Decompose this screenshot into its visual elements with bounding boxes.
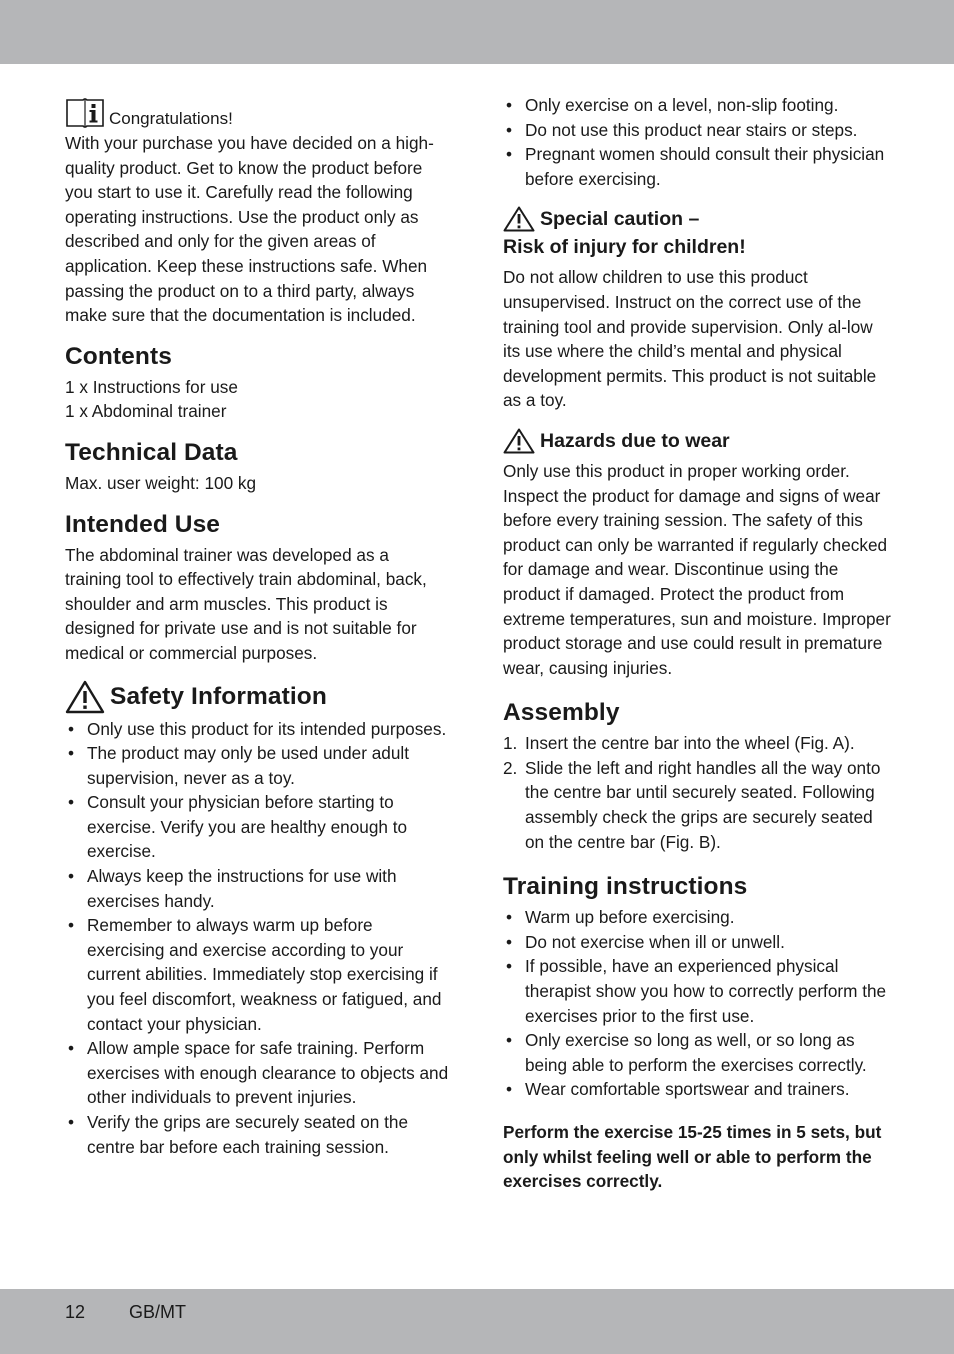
step-number: 1. [503,733,518,754]
assembly-steps [503,731,893,854]
right-column [503,93,893,1194]
hazards-text: Only use this product in proper working order. Inspect the product for damage and signs of wear before every training session. The safety of this product can only be warranted if regularly checked for damage and wear. Discontinue using the product if damaged. Protect the product from extreme temperatures, sun and moisture. Improper product storage and use could result in premature wear, causing injuries. [503,460,891,678]
list-item: • Only use this product for its intended purposes. [65,717,450,742]
list-item: • Verify the grips are securely seated on the centre bar before each training session. [65,1110,450,1159]
special-caution-text: Do not allow children to use this product unsupervised. Instruct on the correct use of the training tool and provide supervision. Only al-low its use where the child’s mental and physical development permits. This product is not suitable as a toy. [503,267,877,411]
assembly-step [503,731,893,756]
left-column [65,96,450,1159]
intro-text: With your purchase you have decided on a high-quality product. Get to know the product before you start to use it. Carefully read the following operating instructions. Use the product only as described and only for the given areas of application. Keep these instructions safe. When passing the product on to a third party, always make sure that the documentation is included. [65,133,434,326]
list-item: • Only exercise on a level, non-slip footing. [503,93,893,118]
warning-triangle-icon [503,206,535,232]
training-instructions-heading: Training instructions [503,873,748,901]
list-item: • Do not exercise when ill or unwell. [503,930,893,955]
list-item: • Pregnant women should consult their physician before exercising. [503,142,893,191]
safety-list [65,717,450,1160]
congratulations-label: Congratulations! [109,109,233,128]
warning-triangle-icon [503,428,535,454]
intended-use-heading: Intended Use [65,510,221,538]
step-text: Insert the centre bar into the wheel (Fig. A). [525,733,855,754]
list-item: • Warm up before exercising. [503,905,893,930]
list-item: • If possible, have an experienced physical therapist show you how to correctly perform the exercises prior to the first use. [503,954,893,1028]
special-caution-heading [503,205,893,261]
intended-use-text: The abdominal trainer was developed as a training tool to effectively train abdominal, back, shoulder and arm muscles. This product is designed for private use and is not suitable for medical or commercial purposes. [65,544,427,663]
list-item: • Remember to always warm up before exercising and exercise according to your current abilities. Immediately stop exercising if you feel discomfort, weakness or fatigued, and contact your physician. [65,913,450,1036]
assembly-heading: Assembly [503,699,620,727]
safety-information-heading [65,680,450,714]
header-band [0,0,954,64]
safety-information-title: Safety Information [110,682,327,710]
hazards-title: Hazards due to wear [540,429,730,452]
technical-data-heading: Technical Data [65,438,238,466]
info-book-icon [65,96,105,129]
step-number: 2. [503,757,518,778]
step-text: Slide the left and right handles all the way onto the centre bar until securely seated. Following assembly check the grips are securely seated on the centre bar (Fig. B). [525,757,881,852]
list-item: • Consult your physician before starting to exercise. Verify you are healthy enough to exercise. [65,790,450,864]
contents-line: 1 x Instructions for use [65,376,238,397]
list-item: • Always keep the instructions for use with exercises handy. [65,864,450,913]
list-item: • Only exercise so long as well, or so long as being able to perform the exercises correctly. [503,1028,893,1077]
special-caution-subtitle: Risk of injury for children! [503,236,746,259]
language-code: GB/MT [129,1302,186,1322]
intro-header [65,96,450,129]
list-item: • Wear comfortable sportswear and trainers. [503,1077,893,1102]
contents-line: 1 x Abdominal trainer [65,401,227,422]
training-list [503,905,893,1102]
special-caution-title: Special caution – [540,208,700,231]
page-number: 12 [65,1302,86,1322]
list-item: • Allow ample space for safe training. Perform exercises with enough clearance to objects and other individuals to prevent injuries. [65,1036,450,1110]
safety-list-continued [503,93,893,191]
warning-triangle-icon [65,680,105,714]
technical-data-text: Max. user weight: 100 kg [65,472,257,493]
list-item: • Do not use this product near stairs or steps. [503,118,893,143]
hazards-heading [503,427,893,455]
assembly-step [503,756,893,854]
training-note: Perform the exercise 15-25 times in 5 sets, but only whilst feeling well or able to perform the exercises correctly. [503,1122,882,1192]
list-item: • The product may only be used under adult supervision, never as a toy. [65,741,450,790]
contents-heading: Contents [65,342,172,370]
